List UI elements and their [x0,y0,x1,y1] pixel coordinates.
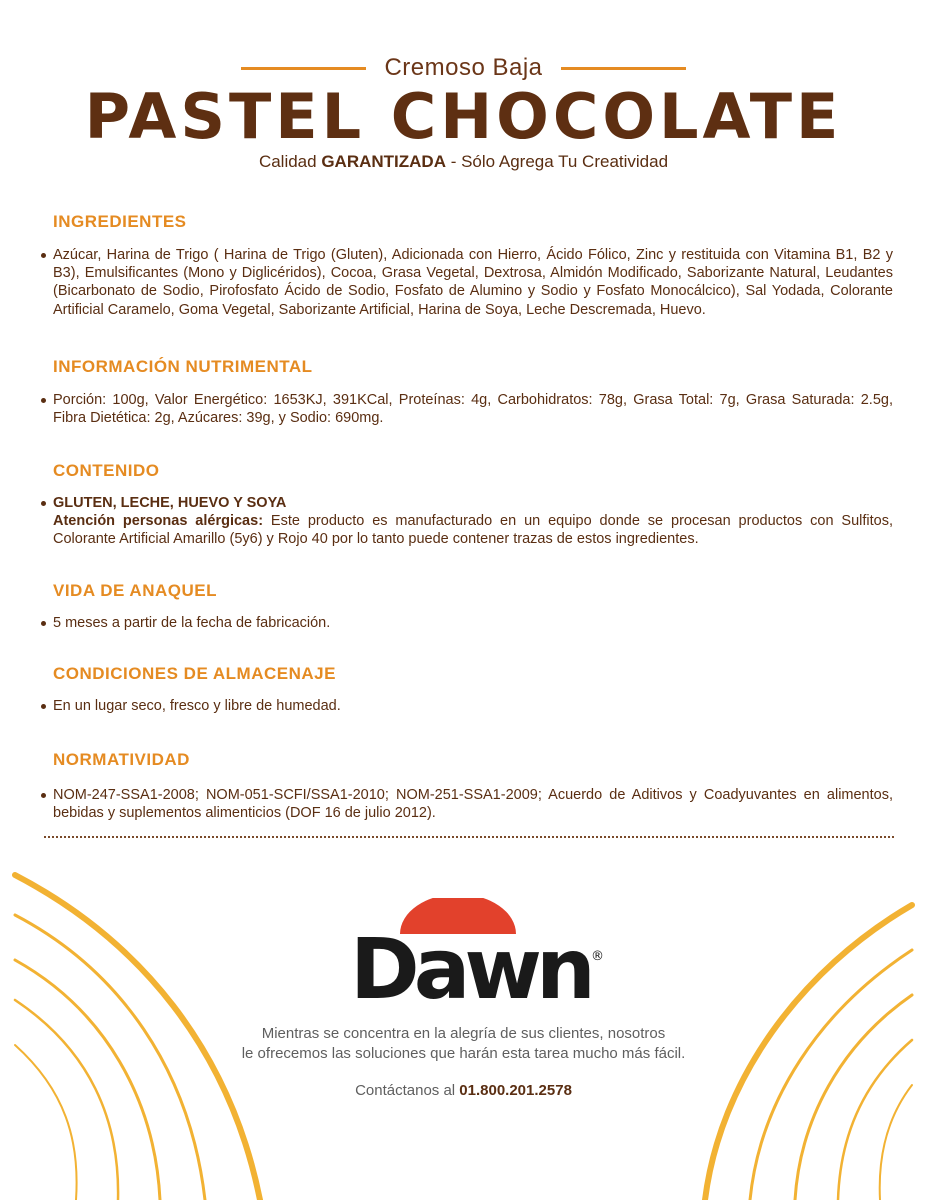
section-title-normatividad: NORMATIVIDAD [53,750,190,769]
allergens-list: GLUTEN, LECHE, HUEVO Y SOYA [53,495,287,511]
contact-label: Contáctanos al [355,1082,460,1099]
left-rule [241,67,366,70]
normatividad-text: NOM-247-SSA1-2008; NOM-051-SCFI/SSA1-2010; NOM-251-SSA1-2009; Acuerdo de Aditivos y Coadyuvantes en alimentos, bebidas y suplementos alimenticios (DOF 16 de julio 2012). [53,787,893,822]
footer-line-2: le ofrecemos las soluciones que harán esta tarea mucho más fácil. [241,1045,686,1062]
dotted-divider [44,836,894,838]
logo-registered-mark: ® [591,949,604,964]
allergy-warning-text: Este producto es manufacturado en un equipo donde se procesan productos con Sulfitos, Colorante Artificial Amarillo (5y6) y Rojo 40 por lo tanto puede contener trazas de estos ingredientes. [53,513,894,548]
swirl-left-3 [15,960,160,1200]
nutricional-text: Porción: 100g, Valor Energético: 1653KJ, 391KCal, Proteínas: 4g, Carbohidratos: 78g, Grasa Total: 7g, Grasa Saturada: 2.5g, Fibra Dietética: 2g, Azúcares: 39g, y Sodio: 690mg. [53,392,893,427]
ingredientes-text: Azúcar, Harina de Trigo ( Harina de Trigo (Gluten), Adicionada con Hierro, Ácido Fólico, Zinc y restituida con Vitamina B1, B2 y B3), Emulsificantes (Mono y Diglicéridos), Cocoa, Grasa Vegetal, Dextrosa, Almidón Modificado, Saborizante Natural, Leudantes (Bicarbonato de Sodio, Pirofosfato Ácido de Sodio, Fosfato de Alumino y Sodio y Fosfato Monocálcico), Sal Yodada, Colorante Artificial Caramelo, Goma Vegetal, Saborizante Artificial, Harina de Soya, Leche Descremada, Huevo. [53,247,893,318]
logo-wordmark: Dawn [350,920,590,1006]
tagline-bold: GARANTIZADA [321,152,446,171]
section-title-contenido: CONTENIDO [53,461,160,480]
tagline-pre: Calidad [258,152,322,171]
section-title-ingredientes: INGREDIENTES [53,212,187,231]
allergy-warning-label: Atención personas alérgicas: [53,513,264,530]
dawn-logo [348,898,606,1006]
product-title: PASTEL CHOCOLATE [84,80,843,153]
swirl-right-2 [750,950,912,1200]
product-subtitle: Cremoso Baja [384,54,543,81]
vida-text: 5 meses a partir de la fecha de fabricación. [53,614,893,632]
contact-phone[interactable]: 01.800.201.2578 [459,1082,572,1099]
swirl-right-4 [838,1040,912,1200]
contact-line [0,1082,927,1099]
right-rule [561,67,686,70]
almacenaje-text: En un lugar seco, fresco y libre de humedad. [53,697,893,715]
swirl-left-5 [15,1045,77,1200]
section-title-vida: VIDA DE ANAQUEL [53,581,217,600]
footer-message [0,1024,927,1064]
section-title-nutricional: INFORMACIÓN NUTRIMENTAL [53,357,313,376]
footer-line-1: Mientras se concentra en la alegría de sus clientes, nosotros [261,1025,666,1042]
swirl-right-5 [880,1085,912,1200]
contenido-block [53,494,893,549]
tagline-post: - Sólo Agrega Tu Creatividad [445,152,669,171]
tagline [0,152,927,172]
subtitle-row [0,54,927,82]
section-title-almacenaje: CONDICIONES DE ALMACENAJE [53,664,336,683]
